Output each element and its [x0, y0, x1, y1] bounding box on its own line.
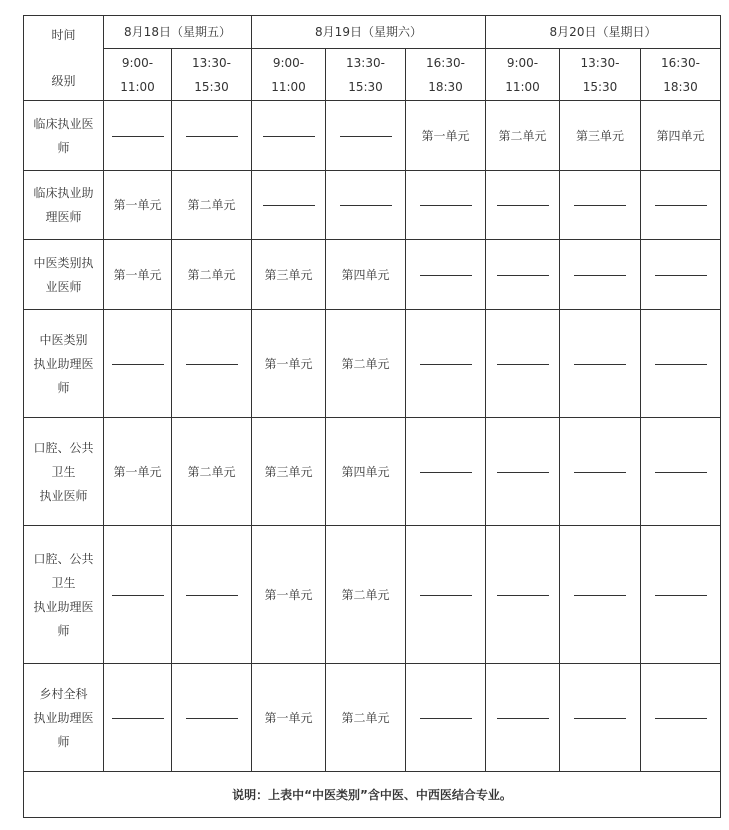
level-text: 临床执业医 — [33, 116, 94, 131]
dash-line — [186, 595, 238, 596]
dash-line — [340, 136, 392, 137]
dash-line — [420, 364, 472, 365]
empty-slot-cell — [641, 418, 721, 526]
time-slot-end: 15:30 — [582, 79, 618, 94]
empty-slot-cell — [560, 240, 641, 310]
time-slot-end: 18:30 — [663, 79, 698, 94]
dash-line — [497, 595, 549, 596]
table-row — [24, 526, 721, 664]
exam-unit-cell: 第一单元 — [252, 664, 326, 772]
level-text: 师 — [57, 623, 70, 638]
empty-slot-cell — [326, 171, 406, 240]
dash-line — [112, 718, 164, 719]
empty-slot-cell — [406, 664, 486, 772]
level-label: 级别 — [51, 74, 76, 88]
exam-unit-cell: 第三单元 — [560, 101, 641, 171]
time-slot-0 — [104, 49, 172, 101]
empty-slot-cell — [641, 240, 721, 310]
time-slot-start: 9:00- — [121, 55, 154, 70]
exam-unit-cell: 第一单元 — [104, 418, 172, 526]
exam-unit-cell: 第一单元 — [406, 101, 486, 171]
dash-line — [574, 205, 626, 206]
empty-slot-cell — [641, 310, 721, 418]
empty-slot-cell — [104, 101, 172, 171]
exam-unit-cell: 第二单元 — [326, 310, 406, 418]
exam-unit-cell: 第二单元 — [326, 664, 406, 772]
level-cell — [24, 171, 104, 240]
empty-slot-cell — [104, 664, 172, 772]
time-slot-1 — [172, 49, 252, 101]
empty-slot-cell — [104, 526, 172, 664]
date-header-0: 8月18日（星期五） — [104, 16, 252, 49]
time-slot-start: 16:30- — [426, 55, 465, 70]
corner-cell — [24, 16, 104, 101]
time-slot-5 — [486, 49, 560, 101]
level-cell — [24, 310, 104, 418]
exam-unit-cell: 第二单元 — [172, 171, 252, 240]
level-text: 师 — [57, 380, 70, 395]
exam-schedule-table — [23, 15, 721, 818]
exam-unit-cell: 第四单元 — [641, 101, 721, 171]
time-slot-start: 9:00- — [272, 55, 305, 70]
level-text: 卫生 — [51, 575, 76, 590]
exam-unit-cell: 第二单元 — [326, 526, 406, 664]
time-slot-start: 13:30- — [346, 55, 385, 70]
time-slot-end: 18:30 — [428, 79, 463, 94]
empty-slot-cell — [252, 171, 326, 240]
empty-slot-cell — [560, 418, 641, 526]
exam-unit-cell: 第二单元 — [486, 101, 560, 171]
empty-slot-cell — [406, 310, 486, 418]
time-slot-4 — [406, 49, 486, 101]
level-text: 口腔、公共 — [33, 551, 94, 566]
dash-line — [186, 364, 238, 365]
dash-line — [655, 472, 707, 473]
exam-unit-cell: 第四单元 — [326, 240, 406, 310]
dash-line — [574, 595, 626, 596]
dash-line — [574, 364, 626, 365]
empty-slot-cell — [104, 310, 172, 418]
dash-line — [420, 595, 472, 596]
dash-line — [574, 718, 626, 719]
exam-unit-cell: 第三单元 — [252, 418, 326, 526]
exam-unit-cell: 第一单元 — [252, 310, 326, 418]
time-slot-end: 11:00 — [271, 79, 306, 94]
dash-line — [263, 205, 315, 206]
level-text: 中医类别 — [39, 332, 88, 347]
level-text: 口腔、公共 — [33, 440, 94, 455]
dash-line — [574, 275, 626, 276]
time-slot-start: 13:30- — [580, 55, 620, 70]
level-text: 理医师 — [45, 210, 82, 224]
dash-line — [112, 136, 164, 137]
time-slot-start: 9:00- — [506, 55, 539, 70]
dash-line — [186, 718, 238, 719]
dash-line — [655, 275, 707, 276]
empty-slot-cell — [486, 526, 560, 664]
dash-line — [340, 205, 392, 206]
level-text: 师 — [57, 140, 70, 155]
time-label: 时间 — [51, 28, 76, 42]
empty-slot-cell — [406, 240, 486, 310]
empty-slot-cell — [406, 171, 486, 240]
time-slot-6 — [560, 49, 641, 101]
level-cell — [24, 526, 104, 664]
dash-line — [574, 472, 626, 473]
exam-unit-cell: 第一单元 — [104, 240, 172, 310]
note-text: 说明：上表中“中医类别”含中医、中西医结合专业。 — [24, 772, 721, 818]
exam-unit-cell: 第四单元 — [326, 418, 406, 526]
table-row — [24, 664, 721, 772]
dash-line — [186, 136, 238, 137]
empty-slot-cell — [641, 171, 721, 240]
empty-slot-cell — [560, 171, 641, 240]
level-text: 业医师 — [45, 279, 82, 294]
time-slot-2 — [252, 49, 326, 101]
dash-line — [497, 472, 549, 473]
empty-slot-cell — [486, 171, 560, 240]
dash-line — [112, 364, 164, 365]
exam-unit-cell: 第一单元 — [104, 171, 172, 240]
dash-line — [420, 718, 472, 719]
time-slot-end: 11:00 — [505, 79, 540, 94]
empty-slot-cell — [172, 664, 252, 772]
level-cell — [24, 664, 104, 772]
empty-slot-cell — [641, 664, 721, 772]
level-text: 乡村全科 — [39, 686, 88, 701]
dash-line — [655, 718, 707, 719]
dash-line — [420, 472, 472, 473]
exam-unit-cell: 第二单元 — [172, 418, 252, 526]
empty-slot-cell — [172, 101, 252, 171]
empty-slot-cell — [326, 101, 406, 171]
dash-line — [655, 595, 707, 596]
empty-slot-cell — [486, 240, 560, 310]
dash-line — [497, 718, 549, 719]
level-cell — [24, 240, 104, 310]
dash-line — [112, 595, 164, 596]
empty-slot-cell — [641, 526, 721, 664]
level-text: 师 — [57, 734, 70, 749]
level-text: 执业助理医 — [33, 356, 94, 371]
dash-line — [655, 205, 707, 206]
empty-slot-cell — [406, 418, 486, 526]
level-text: 中医类别执 — [33, 255, 94, 270]
table-row — [24, 240, 721, 310]
time-slot-7 — [641, 49, 721, 101]
dash-line — [497, 275, 549, 276]
empty-slot-cell — [560, 526, 641, 664]
time-slot-start: 16:30- — [661, 55, 700, 70]
empty-slot-cell — [172, 526, 252, 664]
time-slot-end: 11:00 — [120, 79, 155, 94]
date-header-1: 8月19日（星期六） — [252, 16, 486, 49]
level-text: 临床执业助 — [33, 186, 94, 200]
date-header-2: 8月20日（星期日） — [486, 16, 721, 49]
time-slot-end: 15:30 — [194, 79, 229, 94]
empty-slot-cell — [486, 418, 560, 526]
table-row — [24, 418, 721, 526]
level-text: 卫生 — [51, 464, 76, 479]
exam-unit-cell: 第二单元 — [172, 240, 252, 310]
empty-slot-cell — [486, 310, 560, 418]
level-cell — [24, 101, 104, 171]
time-slot-start: 13:30- — [192, 55, 231, 70]
dash-line — [497, 364, 549, 365]
level-text: 执业助理医 — [33, 599, 94, 614]
empty-slot-cell — [560, 310, 641, 418]
empty-slot-cell — [406, 526, 486, 664]
empty-slot-cell — [486, 664, 560, 772]
time-slot-end: 15:30 — [348, 79, 383, 94]
empty-slot-cell — [172, 310, 252, 418]
dash-line — [420, 275, 472, 276]
level-text: 执业助理医 — [33, 710, 94, 725]
table-row — [24, 310, 721, 418]
empty-slot-cell — [560, 664, 641, 772]
level-cell — [24, 418, 104, 526]
dash-line — [420, 205, 472, 206]
time-slot-3 — [326, 49, 406, 101]
dash-line — [263, 136, 315, 137]
table-row — [24, 171, 721, 240]
empty-slot-cell — [252, 101, 326, 171]
dash-line — [497, 205, 549, 206]
exam-unit-cell: 第三单元 — [252, 240, 326, 310]
level-text: 执业医师 — [39, 488, 88, 503]
dash-line — [655, 364, 707, 365]
table-row — [24, 101, 721, 171]
exam-unit-cell: 第一单元 — [252, 526, 326, 664]
